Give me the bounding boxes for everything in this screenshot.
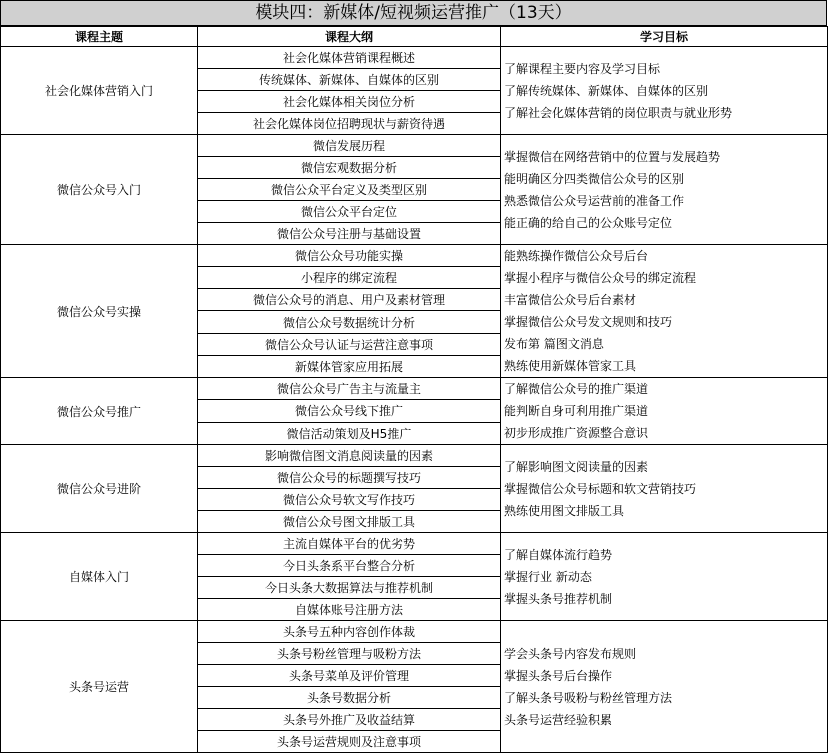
goal-line: 掌握小程序与微信公众号的绑定流程 xyxy=(504,271,697,285)
outline-cell: 传统媒体、新媒体、自媒体的区别 xyxy=(198,69,501,91)
goals-cell xyxy=(501,245,828,378)
table-row xyxy=(1,135,828,157)
outline-cell: 微信公众号的标题撰写技巧 xyxy=(198,467,501,489)
goal-line: 掌握微信公众号发文规则和技巧 xyxy=(504,315,673,329)
outline-cell: 头条号粉丝管理与吸粉方法 xyxy=(198,643,501,665)
topic-cell: 微信公众号入门 xyxy=(1,135,198,245)
topic-cell: 微信公众号进阶 xyxy=(1,445,198,533)
outline-cell: 头条号菜单及评价管理 xyxy=(198,665,501,687)
outline-cell: 微信宏观数据分析 xyxy=(198,157,501,179)
goal-line: 能熟练操作微信公众号后台 xyxy=(504,249,649,263)
goals-cell xyxy=(501,445,828,533)
goal-line: 了解课程主要内容及学习目标 xyxy=(504,61,661,76)
goal-line: 掌握头条号后台操作 xyxy=(504,668,613,683)
outline-cell: 影响微信图文消息阅读量的因素 xyxy=(198,445,501,467)
topic-cell: 微信公众号推广 xyxy=(1,378,198,445)
table-row xyxy=(1,378,828,400)
header-goals: 学习目标 xyxy=(501,27,828,47)
goal-line: 发布第 篇图文消息 xyxy=(504,337,604,351)
outline-cell: 新媒体管家应用拓展 xyxy=(198,355,501,377)
goal-line: 熟悉微信公众号运营前的准备工作 xyxy=(504,193,685,208)
table-row xyxy=(1,533,828,555)
goals-cell xyxy=(501,135,828,245)
topic-cell: 微信公众号实操 xyxy=(1,245,198,378)
outline-cell: 社会化媒体岗位招聘现状与薪资待遇 xyxy=(198,113,501,135)
table-row xyxy=(1,445,828,467)
table-row xyxy=(1,245,828,267)
outline-cell: 社会化媒体相关岗位分析 xyxy=(198,91,501,113)
outline-cell: 今日头条系平台整合分析 xyxy=(198,555,501,577)
goals-cell xyxy=(501,533,828,621)
outline-cell: 微信公众平台定义及类型区别 xyxy=(198,179,501,201)
outline-cell: 小程序的绑定流程 xyxy=(198,267,501,289)
outline-cell: 微信公众号认证与运营注意事项 xyxy=(198,333,501,355)
goal-line: 能判断自身可利用推广渠道 xyxy=(504,404,649,418)
outline-cell: 微信公众号注册与基础设置 xyxy=(198,223,501,245)
goal-line: 初步形成推广资源整合意识 xyxy=(504,426,649,440)
goals-cell xyxy=(501,378,828,445)
table-row xyxy=(1,621,828,643)
goal-line: 熟练使用新媒体管家工具 xyxy=(504,359,637,373)
outline-cell: 微信公众号软文写作技巧 xyxy=(198,489,501,511)
goal-line: 了解传统媒体、新媒体、自媒体的区别 xyxy=(504,83,709,98)
header-topic: 课程主题 xyxy=(1,27,198,47)
goal-line: 了解影响图文阅读量的因素 xyxy=(504,459,649,474)
goal-line: 头条号运营经验积累 xyxy=(504,712,613,727)
topic-cell: 社会化媒体营销入门 xyxy=(1,47,198,135)
outline-cell: 自媒体账号注册方法 xyxy=(198,599,501,621)
goal-line: 能正确的给自己的公众账号定位 xyxy=(504,215,673,230)
outline-cell: 头条号五种内容创作体裁 xyxy=(198,621,501,643)
goal-line: 学会头条号内容发布规则 xyxy=(504,646,637,661)
outline-cell: 微信活动策划及H5推广 xyxy=(198,422,501,444)
goal-line: 丰富微信公众号后台素材 xyxy=(504,293,637,307)
outline-cell: 主流自媒体平台的优劣势 xyxy=(198,533,501,555)
header-row xyxy=(1,27,828,47)
outline-cell: 社会化媒体营销课程概述 xyxy=(198,47,501,69)
header-outline: 课程大纲 xyxy=(198,27,501,47)
outline-cell: 微信发展历程 xyxy=(198,135,501,157)
outline-cell: 微信公众号图文排版工具 xyxy=(198,511,501,533)
goal-line: 了解微信公众号的推广渠道 xyxy=(504,382,649,396)
goal-line: 掌握头条号推荐机制 xyxy=(504,591,613,606)
outline-cell: 微信公众号线下推广 xyxy=(198,400,501,422)
goal-line: 掌握行业 新动态 xyxy=(504,569,592,584)
table-body xyxy=(1,47,828,753)
goal-line: 了解社会化媒体营销的岗位职责与就业形势 xyxy=(504,105,733,120)
goal-line: 了解自媒体流行趋势 xyxy=(504,547,613,562)
outline-cell: 微信公众平台定位 xyxy=(198,201,501,223)
topic-cell: 自媒体入门 xyxy=(1,533,198,621)
outline-cell: 微信公众号数据统计分析 xyxy=(198,311,501,333)
outline-cell: 微信公众号的消息、用户及素材管理 xyxy=(198,289,501,311)
topic-cell: 头条号运营 xyxy=(1,621,198,753)
outline-cell: 头条号数据分析 xyxy=(198,687,501,709)
goal-line: 掌握微信公众号标题和软文营销技巧 xyxy=(504,481,697,496)
outline-cell: 头条号运营规则及注意事项 xyxy=(198,731,501,753)
goals-cell xyxy=(501,47,828,135)
module-title: 模块四：新媒体/短视频运营推广（13天） xyxy=(0,0,827,26)
course-table xyxy=(0,26,828,753)
outline-cell: 微信公众号功能实操 xyxy=(198,245,501,267)
goals-cell xyxy=(501,621,828,753)
outline-cell: 微信公众号广告主与流量主 xyxy=(198,378,501,400)
outline-cell: 今日头条大数据算法与推荐机制 xyxy=(198,577,501,599)
goal-line: 熟练使用图文排版工具 xyxy=(504,503,625,518)
table-row xyxy=(1,47,828,69)
goal-line: 能明确区分四类微信公众号的区别 xyxy=(504,171,685,186)
goal-line: 了解头条号吸粉与粉丝管理方法 xyxy=(504,690,673,705)
outline-cell: 头条号外推广及收益结算 xyxy=(198,709,501,731)
goal-line: 掌握微信在网络营销中的位置与发展趋势 xyxy=(504,149,721,164)
